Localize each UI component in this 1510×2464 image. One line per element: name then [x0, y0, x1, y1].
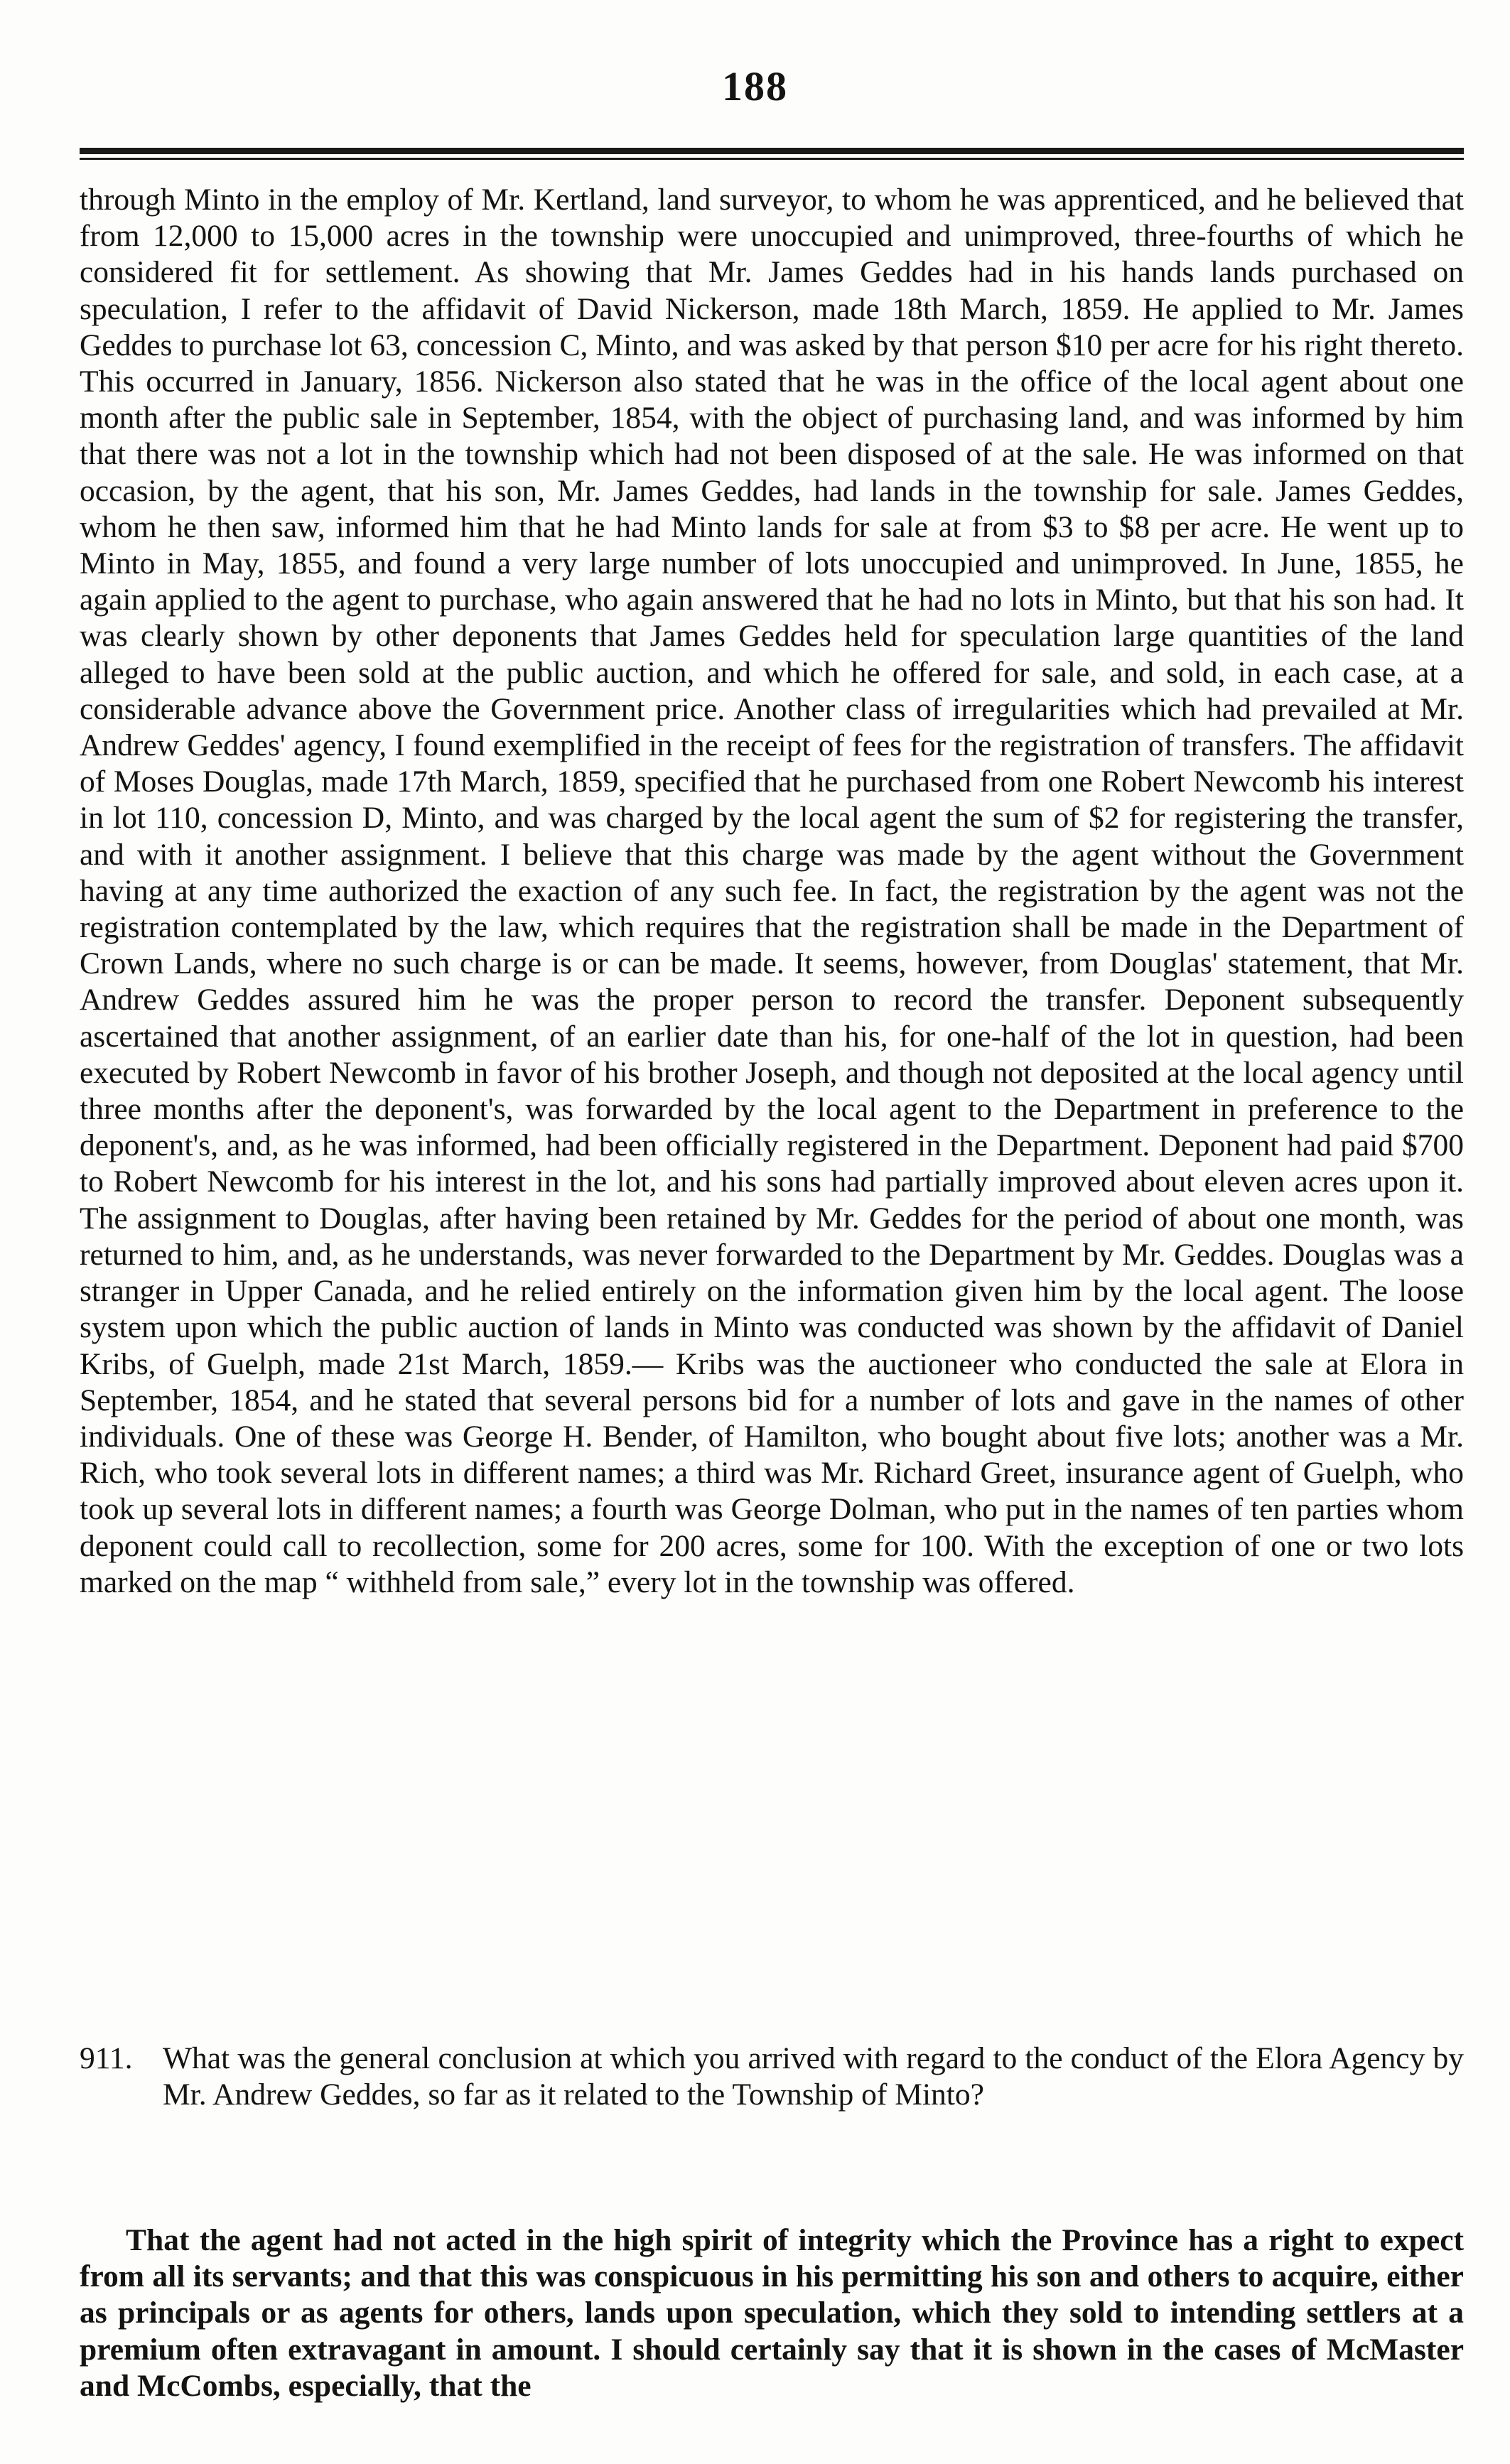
- header-rule-thick: [80, 148, 1464, 154]
- question-text: What was the general conclusion at which you arrived with regard to the conduct of the Elora Agency by Mr. Andrew Geddes, so far as it related to the Township of Minto?: [163, 2041, 1464, 2112]
- question-number: 911.: [80, 2041, 133, 2075]
- page-number: 188: [722, 63, 788, 109]
- body-paragraph: through Minto in the employ of Mr. Kertland, land surveyor, to whom he was apprenticed, and he believed that from 12,000 to 15,000 acres in the township were unoccupied and unimproved, three-fourths of which he considered fit for settlement. As showing that Mr. James Geddes had in his hands lands purchased on speculation, I refer to the affidavit of David Nickerson, made 18th March, 1859. He applied to Mr. James Geddes to purchase lot 63, concession C, Minto, and was asked by that person $10 per acre for his right thereto. This occurred in January, 1856. Nickerson also stated that he was in the office of the local agent about one month after the public sale in September, 1854, with the object of purchasing land, and was informed by him that there was not a lot in the township which had not been disposed of at the sale. He was informed on that occasion, by the agent, that his son, Mr. James Geddes, had lands in the township for sale. James Geddes, whom he then saw, informed him that he had Minto lands for sale at from $3 to $8 per acre. He went up to Minto in May, 1855, and found a very large number of lots unoccupied and unimproved. In June, 1855, he again applied to the agent to purchase, who again answered that he had no lots in Minto, but that his son had. It was clearly shown by other deponents that James Geddes held for speculation large quantities of the land alleged to have been sold at the public auction, and which he offered for sale, and sold, in each case, at a considerable advance above the Government price. Another class of irregularities which had prevailed at Mr. Andrew Geddes' agency, I found exemplified in the receipt of fees for the registration of transfers. The affidavit of Moses Douglas, made 17th March, 1859, specified that he purchased from one Robert Newcomb his interest in lot 110, concession D, Minto, and was charged by the local agent the sum of $2 for registering the transfer, and with it another assignment. I believe that this charge was made by the agent without the Government having at any time authorized the exaction of any such fee. In fact, the registration by the agent was not the registration contemplated by the law, which requires that the registration shall be made in the Department of Crown Lands, where no such charge is or can be made. It seems, however, from Douglas' statement, that Mr. Andrew Geddes assured him he was the proper person to record the transfer. Deponent subsequently ascertained that another assignment, of an earlier date than his, for one-half of the lot in question, had been executed by Robert Newcomb in favor of his brother Joseph, and though not deposited at the local agency until three months after the deponent's, was forwarded by the local agent to the Department in preference to the deponent's, and, as he was informed, had been officially registered in the Department. Deponent had paid $700 to Robert Newcomb for his interest in the lot, and his sons had partially improved about eleven acres upon it. The assignment to Douglas, after having been retained by Mr. Geddes for the period of about one month, was returned to him, and, as he understands, was never forwarded to the Department by Mr. Geddes. Douglas was a stranger in Upper Canada, and he relied entirely on the information given him by the local agent. The loose system upon which the public auction of lands in Minto was conducted was shown by the affidavit of Daniel Kribs, of Guelph, made 21st March, 1859.— Kribs was the auctioneer who conducted the sale at Elora in September, 1854, and he stated that several persons bid for a number of lots and gave in the names of other individuals. One of these was George H. Bender, of Hamilton, who bought about five lots; another was a Mr. Rich, who took several lots in different names; a third was Mr. Richard Greet, insurance agent of Guelph, who took up several lots in different names; a fourth was George Dolman, who put in the names of ten parties whom deponent could call to recollection, some for 200 acres, some for 100. With the exception of one or two lots marked on the map “ withheld from sale,” every lot in the township was offered.: [80, 183, 1464, 1599]
- header-rule-thin: [80, 158, 1464, 160]
- question-911: [80, 2041, 1464, 2113]
- answer-paragraph: That the agent had not acted in the high spirit of integrity which the Province has a right to expect from all its servants; and that this was conspicuous in his permitting his son and others to acquire, either as principals or as agents for others, lands upon speculation, which they sold to intending settlers at a premium often extravagant in amount. I should certainly say that it is shown in the cases of McMaster and McCombs, especially, that the: [80, 2223, 1464, 2403]
